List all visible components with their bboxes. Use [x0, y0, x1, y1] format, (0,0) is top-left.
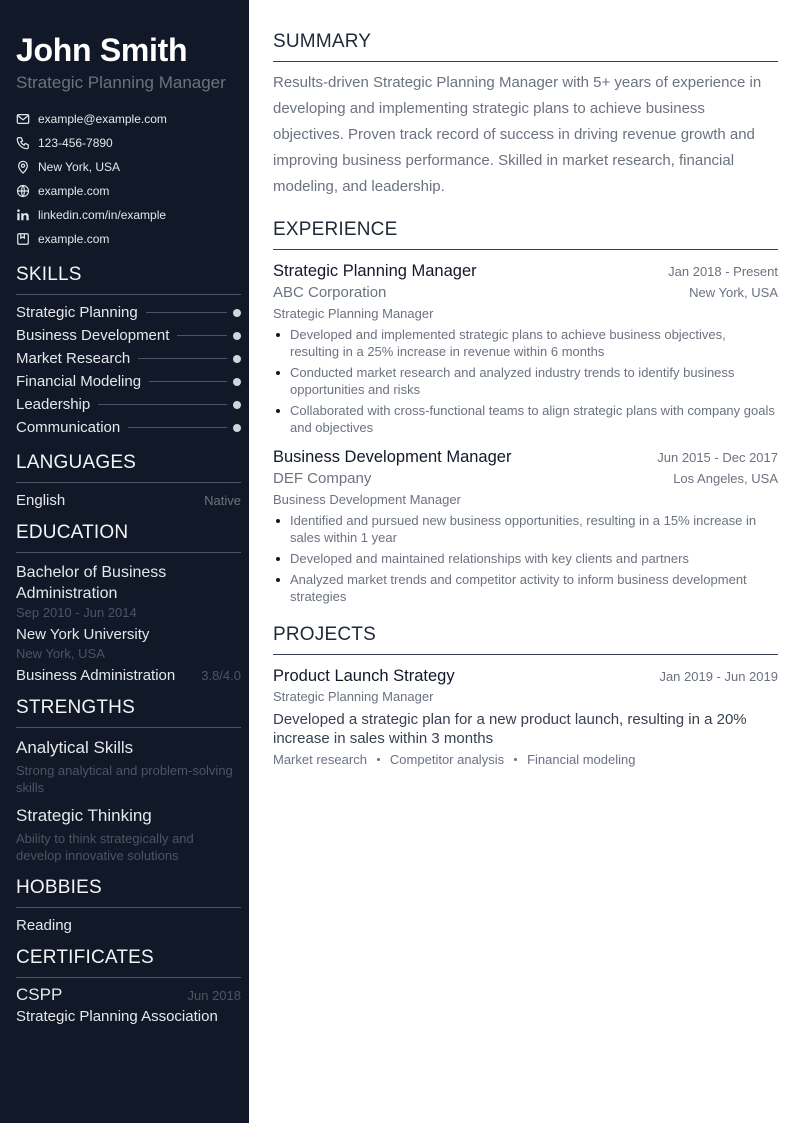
- project-dates: Jan 2019 - Jun 2019: [659, 669, 778, 684]
- project-description: Developed a strategic plan for a new product launch, resulting in a 20% increase in sales within 3 months: [273, 711, 747, 747]
- job-bullet: Collaborated with cross-functional teams to align strategic plans with company goals and objectives: [273, 402, 778, 436]
- job-bullet: Analyzed market trends and competitor activity to inform business development strategies: [273, 571, 778, 605]
- main-content: [273, 30, 778, 767]
- education-degree: Bachelor of Business Administration: [16, 564, 167, 602]
- contact-website[interactable]: [16, 179, 241, 203]
- contact-text: example@example.com: [38, 112, 167, 126]
- section-heading: SKILLS: [16, 263, 241, 295]
- project-title: Product Launch Strategy: [273, 667, 455, 685]
- skill-item: [16, 301, 241, 324]
- skill-line: [149, 381, 227, 382]
- language-level: Native: [204, 493, 241, 508]
- skill-label: Market Research: [16, 350, 131, 367]
- mail-icon: [16, 112, 30, 126]
- contact-text: example.com: [38, 232, 110, 246]
- skill-line: [146, 312, 227, 313]
- job-location: New York, USA: [689, 285, 778, 300]
- skills-section: [16, 263, 241, 439]
- tag-separator: [514, 758, 517, 761]
- education-gpa: 3.8/4.0: [201, 668, 241, 683]
- job-bullet: Conducted market research and analyzed industry trends to identify business opportunities and risks: [273, 364, 778, 398]
- job-title: Strategic Planning Manager: [273, 262, 477, 280]
- skill-line: [177, 335, 227, 336]
- skill-label: Leadership: [16, 396, 91, 413]
- project-role: Strategic Planning Manager: [273, 689, 434, 704]
- certificate-issuer: Strategic Planning Association: [16, 1008, 218, 1025]
- summary-section: [273, 30, 778, 200]
- job-role: Business Development Manager: [273, 492, 461, 507]
- strengths-section: [16, 696, 241, 864]
- contact-list: [16, 107, 241, 251]
- contact-text: New York, USA: [38, 160, 121, 174]
- job-bullet: Developed and implemented strategic plans to achieve business objectives, resulting in a 25% increase in revenue within 6 months: [273, 326, 778, 360]
- hobbies-section: [16, 876, 241, 934]
- strength-description: Ability to think strategically and develop innovative solutions: [16, 831, 194, 863]
- job-role: Strategic Planning Manager: [273, 306, 434, 321]
- contact-text: 123-456-7890: [38, 136, 113, 150]
- contact-phone[interactable]: [16, 131, 241, 155]
- education-field: Business Administration: [16, 667, 176, 684]
- job-company: DEF Company: [273, 470, 372, 487]
- strength-title: Analytical Skills: [16, 738, 134, 757]
- strength-description: Strong analytical and problem-solving skills: [16, 763, 233, 795]
- skill-level-dot: [233, 378, 241, 386]
- summary-text: Results-driven Strategic Planning Manager with 5+ years of experience in developing and implementing strategic plans to achieve business objectives. Proven track record of success in driving revenue growth and improving business performance. Skilled in market research, financial modeling, and leadership.: [273, 74, 762, 195]
- skill-item: [16, 416, 241, 439]
- contact-portfolio[interactable]: [16, 227, 241, 251]
- certificate-row: [16, 985, 241, 1005]
- project-tags: [273, 752, 778, 767]
- contact-linkedin[interactable]: [16, 203, 241, 227]
- skill-label: Communication: [16, 419, 121, 436]
- portfolio-icon: [16, 232, 30, 246]
- hobby-item: Reading: [16, 917, 72, 934]
- sidebar: [0, 0, 249, 1123]
- education-dates: Sep 2010 - Jun 2014: [16, 605, 137, 620]
- skill-line: [128, 427, 227, 428]
- certificate-name: CSPP: [16, 985, 63, 1004]
- contact-location: [16, 155, 241, 179]
- candidate-name: John Smith: [16, 32, 188, 68]
- linkedin-icon: [16, 208, 30, 222]
- skill-line: [98, 404, 227, 405]
- section-heading: HOBBIES: [16, 876, 241, 908]
- project-entry: [273, 665, 778, 767]
- skill-level-dot: [233, 332, 241, 340]
- job-entry: [273, 260, 778, 436]
- job-bullets: [273, 512, 778, 605]
- job-dates: Jun 2015 - Dec 2017: [657, 450, 778, 465]
- job-location: Los Angeles, USA: [673, 471, 778, 486]
- section-heading: STRENGTHS: [16, 696, 241, 728]
- skill-level-dot: [233, 424, 241, 432]
- job-bullets: [273, 326, 778, 436]
- globe-icon: [16, 184, 30, 198]
- skill-level-dot: [233, 355, 241, 363]
- experience-section: [273, 218, 778, 605]
- section-heading: EDUCATION: [16, 521, 241, 553]
- education-field-row: [16, 667, 241, 684]
- job-dates: Jan 2018 - Present: [668, 264, 778, 279]
- language-name: English: [16, 492, 66, 509]
- education-location: New York, USA: [16, 646, 105, 661]
- section-heading: EXPERIENCE: [273, 218, 778, 250]
- skill-item: [16, 370, 241, 393]
- phone-icon: [16, 136, 30, 150]
- projects-section: [273, 623, 778, 767]
- section-heading: PROJECTS: [273, 623, 778, 655]
- candidate-title: Strategic Planning Manager: [16, 73, 226, 92]
- education-school: New York University: [16, 626, 150, 643]
- skill-label: Strategic Planning: [16, 304, 138, 321]
- contact-text: linkedin.com/in/example: [38, 208, 167, 222]
- skill-label: Financial Modeling: [16, 373, 142, 390]
- job-bullet: Identified and pursued new business opportunities, resulting in a 15% increase in sales within 1 year: [273, 512, 778, 546]
- skill-item: [16, 324, 241, 347]
- education-section: [16, 521, 241, 684]
- language-item: [16, 492, 241, 509]
- languages-section: [16, 451, 241, 509]
- section-heading: LANGUAGES: [16, 451, 241, 483]
- skill-level-dot: [233, 401, 241, 409]
- tag-separator: [377, 758, 380, 761]
- contact-email[interactable]: [16, 107, 241, 131]
- project-tag: Market research: [273, 752, 367, 767]
- skill-line: [138, 358, 227, 359]
- project-tag: Competitor analysis: [389, 752, 505, 767]
- project-tag: Financial modeling: [527, 752, 636, 767]
- location-pin-icon: [16, 160, 30, 174]
- certificates-section: [16, 946, 241, 1025]
- strength-title: Strategic Thinking: [16, 806, 152, 825]
- contact-text: example.com: [38, 184, 110, 198]
- job-company: ABC Corporation: [273, 284, 387, 301]
- section-heading: SUMMARY: [273, 30, 778, 62]
- skill-level-dot: [233, 309, 241, 317]
- skill-item: [16, 347, 241, 370]
- job-entry: [273, 446, 778, 605]
- job-title: Business Development Manager: [273, 448, 512, 466]
- job-bullet: Developed and maintained relationships with key clients and partners: [273, 550, 778, 567]
- certificate-date: Jun 2018: [187, 987, 241, 1003]
- section-heading: CERTIFICATES: [16, 946, 241, 978]
- skill-label: Business Development: [16, 327, 170, 344]
- skill-item: [16, 393, 241, 416]
